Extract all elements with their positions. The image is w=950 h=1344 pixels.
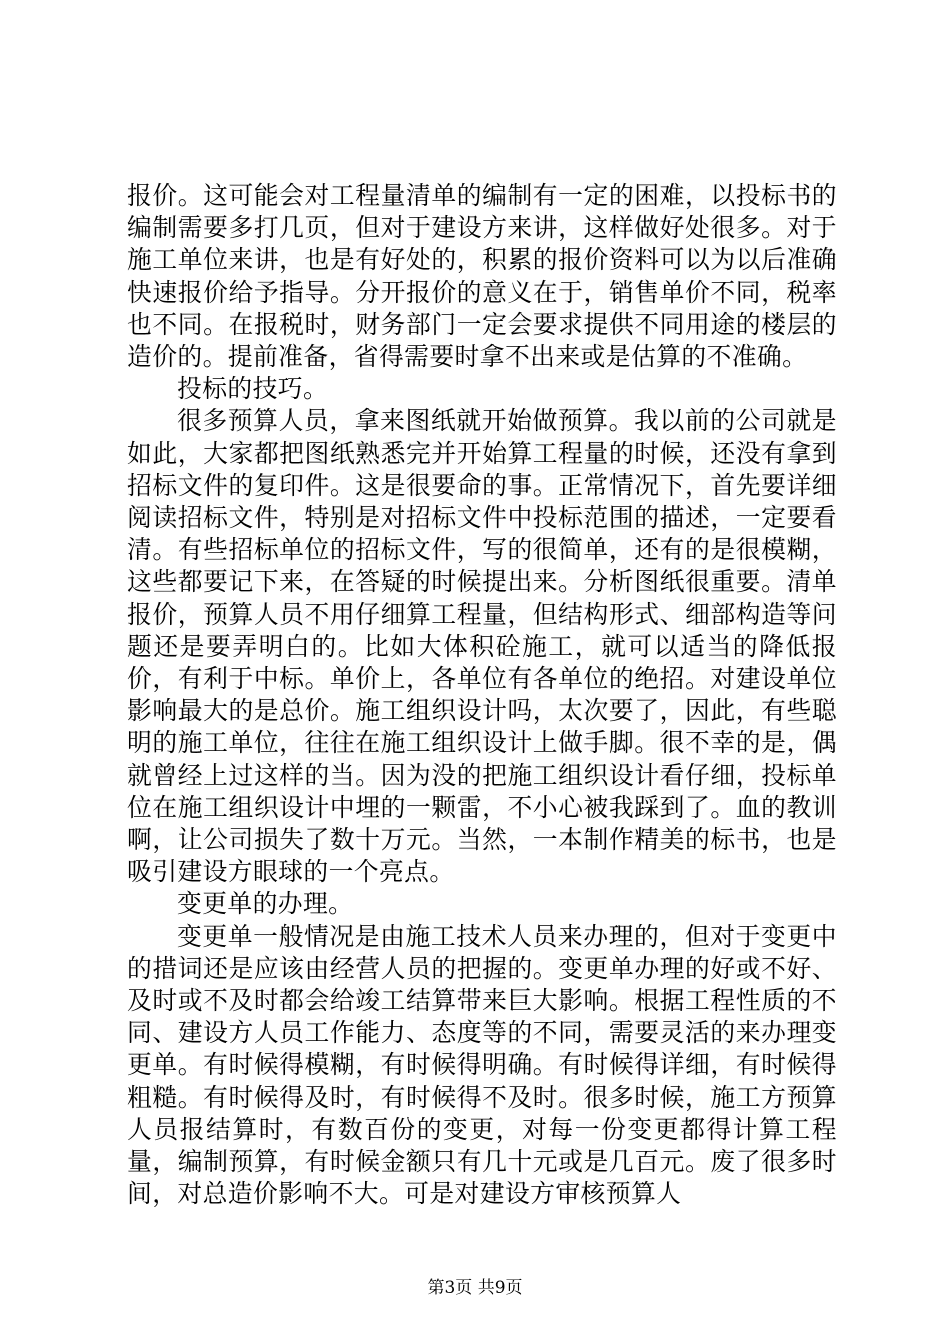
document-body [127, 180, 837, 1211]
section-heading-bidding-tips: 投标的技巧。 [177, 374, 329, 404]
section-heading-change-orders: 变更单的办理。 [177, 889, 354, 919]
paragraph-continuation: 报价。这可能会对工程量清单的编制有一定的困难，以投标书的编制需要多打几页，但对于建设方来讲，这样做好处很多。对于施工单位来讲，也是有好处的，积累的报价资料可以为以后准确快速报价给予指导。分开报价的意义在于，销售单价不同，税率也不同。在报税时，财务部门一定会要求提供不同用途的楼层的造价的。提前准备，省得需要时拿不出来或是估算的不准确。 [127, 181, 837, 372]
page-number-footer: 第3页 共9页 [427, 1278, 523, 1298]
paragraph-bidding-tips: 很多预算人员，拿来图纸就开始做预算。我以前的公司就是如此，大家都把图纸熟悉完并开始算工程量的时候，还没有拿到招标文件的复印件。这是很要命的事。正常情况下，首先要详细阅读招标文件，特别是对招标文件中投标范围的描述，一定要看清。有些招标单位的招标文件，写的很简单，还有的是很模糊，这些都要记下来，在答疑的时候提出来。分析图纸很重要。清单报价，预算人员不用仔细算工程量，但结构形式、细部构造等问题还是要弄明白的。比如大体积砼施工，就可以适当的降低报价，有利于中标。单价上，各单位有各单位的绝招。对建设单位影响最大的是总价。施工组织设计吗，太次要了，因此，有些聪明的施工单位，往往在施工组织设计上做手脚。很不幸的是，偶就曾经上过这样的当。因为没的把施工组织设计看仔细，投标单位在施工组织设计中埋的一颗雷，不小心被我踩到了。血的教训啊，让公司损失了数十万元。当然，一本制作精美的标书，也是吸引建设方眼球的一个亮点。 [127, 406, 837, 887]
paragraph-change-orders: 变更单一般情况是由施工技术人员来办理的，但对于变更中的措词还是应该由经营人员的把握的。变更单办理的好或不好、及时或不及时都会给竣工结算带来巨大影响。根据工程性质的不同、建设方人员工作能力、态度等的不同，需要灵活的来办理变更单。有时候得模糊，有时候得明确。有时候得详细，有时候得粗糙。有时候得及时，有时候得不及时。很多时候，施工方预算人员报结算时，有数百份的变更，对每一份变更都得计算工程量，编制预算，有时候金额只有几十元或是几百元。废了很多时间，对总造价影响不大。可是对建设方审核预算人 [127, 921, 837, 1209]
